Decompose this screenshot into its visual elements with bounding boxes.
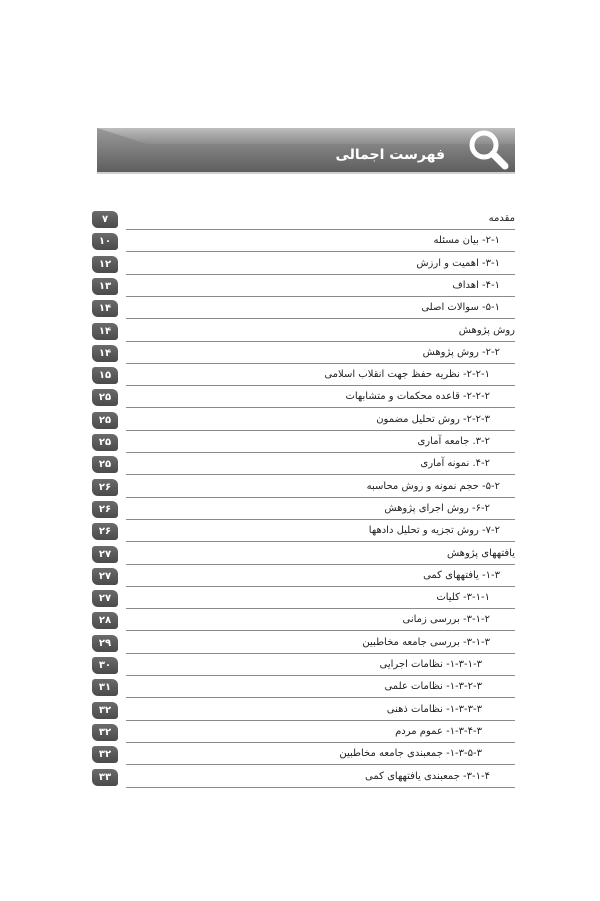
page-number-badge: ۲۷ [92, 590, 118, 607]
toc-entry[interactable] [0, 766, 600, 788]
toc-entry[interactable] [0, 632, 600, 654]
toc-entry[interactable] [0, 431, 600, 453]
page-number-badge: ۲۸ [92, 612, 118, 629]
toc-entry-title: ۴-۱- اهداف [452, 279, 500, 291]
toc-entry[interactable] [0, 409, 600, 431]
page-number-badge: ۳۲ [92, 746, 118, 763]
toc-entry-title: ۱-۳-۵-۳- جمعبندی جامعه مخاطبین [339, 748, 482, 760]
toc-entry-title: ۲-۲-۳- روش تحلیل مضمون [376, 413, 490, 425]
page-number-badge: ۲۶ [92, 501, 118, 518]
page-number-badge: ۱۳ [92, 278, 118, 295]
toc-entry[interactable] [0, 275, 600, 297]
page-number-badge: ۲۶ [92, 523, 118, 540]
page-number-badge: ۲۵ [92, 389, 118, 406]
toc-entry[interactable] [0, 543, 600, 565]
page-number-badge: ۳۲ [92, 724, 118, 741]
page-number-badge: ۳۲ [92, 702, 118, 719]
page-number-badge: ۱۰ [92, 233, 118, 250]
page-number-badge: ۳۱ [92, 679, 118, 696]
toc-entry[interactable] [0, 609, 600, 631]
page-number-badge: ۲۶ [92, 479, 118, 496]
toc-entry[interactable] [0, 676, 600, 698]
toc-entry[interactable] [0, 208, 600, 230]
toc-entry-title: ۲-۱- بیان مسئله [433, 235, 500, 247]
toc-entry-title: ۵-۲- حجم نمونه و روش محاسبه [366, 480, 500, 492]
toc-entry-title: ۳-۱-۴- جمعبندی یافتههای کمی [365, 770, 490, 782]
page-title: فهرست اجمالی [335, 147, 445, 163]
page-number-badge: ۱۵ [92, 367, 118, 384]
toc-entry-title: روش پژوهش [458, 324, 515, 336]
page-number-badge: ۱۴ [92, 345, 118, 362]
toc-entry[interactable] [0, 498, 600, 520]
toc-entry-title: ۳-۲. جامعه آماری [417, 436, 490, 447]
page-number-badge: ۱۴ [92, 300, 118, 317]
page-number-badge: ۲۷ [92, 546, 118, 563]
toc-entry-title: یافتههای پژوهش [446, 547, 515, 559]
toc-entry[interactable] [0, 342, 600, 364]
toc-entry-title: ۱-۳-۲-۳- نظامات علمی [384, 681, 482, 693]
toc-entry[interactable] [0, 476, 600, 498]
toc-entry[interactable] [0, 386, 600, 408]
page-number-badge: ۳۰ [92, 657, 118, 674]
toc-entry-title: ۵-۱- سوالات اصلی [421, 302, 500, 314]
toc-entry-title: ۳-۱- اهمیت و ارزش [416, 257, 500, 269]
toc-entry-title: ۲-۲- روش پژوهش [422, 346, 500, 358]
toc-entry-title: ۳-۱-۱- کلیات [436, 592, 490, 604]
toc-entry[interactable] [0, 654, 600, 676]
toc-entry-title: ۱-۳-۴-۳- عموم مردم [395, 725, 482, 737]
page-number-badge: ۳۳ [92, 769, 118, 786]
toc-entry[interactable] [0, 364, 600, 386]
toc-entry[interactable] [0, 453, 600, 475]
toc-entry-title: ۳-۱-۲- بررسی زمانی [402, 614, 490, 626]
toc-entry-title: ۲-۲-۱- نظریه حفظ جهت انقلاب اسلامی [324, 369, 490, 381]
toc-entry[interactable] [0, 565, 600, 587]
page-number-badge: ۲۵ [92, 412, 118, 429]
toc-entry-title: ۶-۲- روش اجرای پژوهش [384, 502, 490, 514]
page-number-badge: ۱۴ [92, 323, 118, 340]
page-number-badge: ۲۷ [92, 568, 118, 585]
page-number-badge: ۲۵ [92, 434, 118, 451]
toc-entry-title: مقدمه [488, 213, 515, 224]
toc-entry-title: ۱-۳-۱-۳- نظامات اجرایی [379, 659, 482, 670]
toc-entry-title: ۷-۲- روش تجزیه و تحلیل دادهها [368, 525, 500, 537]
page-number-badge: ۲۵ [92, 456, 118, 473]
toc-entry[interactable] [0, 743, 600, 765]
page-number-badge: ۲۹ [92, 635, 118, 652]
toc-entry-underline [126, 787, 515, 788]
toc-entry-title: ۱-۳- یافتههای کمی [423, 569, 500, 581]
toc-entry[interactable] [0, 230, 600, 252]
page-number-badge: ۱۲ [92, 256, 118, 273]
toc-entry-title: ۴-۲. نمونه آماری [420, 458, 490, 470]
page-number-badge: ۷ [92, 211, 118, 228]
toc-entry-title: ۱-۳-۳-۳- نظامات ذهنی [386, 703, 482, 715]
toc-entry[interactable] [0, 721, 600, 743]
toc-entry-title: ۳-۱-۳- بررسی جامعه مخاطبین [362, 636, 490, 648]
toc-entry[interactable] [0, 699, 600, 721]
toc-entry-title: ۲-۲-۲- قاعده محکمات و متشابهات [345, 391, 490, 403]
toc-entry[interactable] [0, 520, 600, 542]
toc-entry[interactable] [0, 587, 600, 609]
toc-entry[interactable] [0, 253, 600, 275]
toc-entry[interactable] [0, 320, 600, 342]
toc-entry[interactable] [0, 297, 600, 319]
